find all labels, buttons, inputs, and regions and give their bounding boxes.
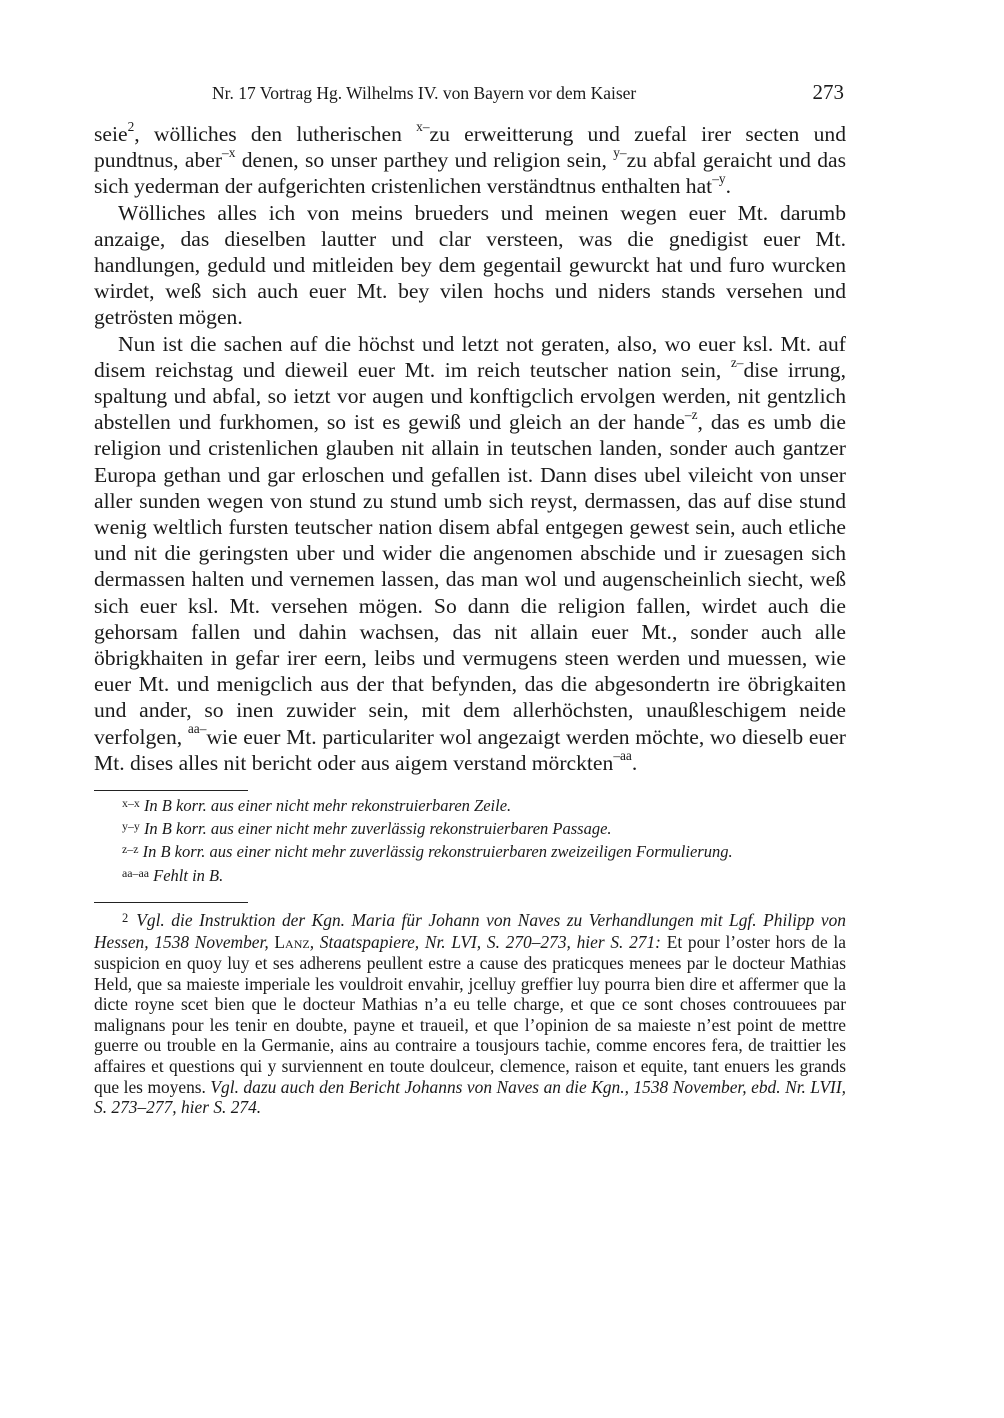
document-page [94,78,846,1118]
running-header [94,78,846,108]
footnote-author: Lanz [274,932,310,953]
apparatus-mark-aa-open: aa– [187,721,207,737]
apparatus-mark-z-close: –z [684,407,698,423]
text-span: wie euer Mt. particulariter wol angezaigt werden möchte, wo dieselb euer Mt. dises alles nit bericht oder aus aigem verstand mörckten [94,724,846,775]
apparatus-mark-y-open: y– [613,145,627,161]
apparatus-text: In B korr. aus einer nicht mehr zuverlässig rekonstruierbaren zweizeiligen Formulierung. [142,842,733,862]
text-span: denen, so unser parthey und religion sein, [235,148,614,173]
footnote-ref-2: 2 [127,118,135,134]
apparatus-mark: x–x [122,795,140,810]
apparatus-mark-x-open: x– [416,118,430,134]
apparatus-mark-y-close: –y [712,171,726,187]
apparatus-note [94,818,846,841]
apparatus-note [94,841,846,864]
text-span: zu abfal geraicht und das sich yederman der aufgerichten cristenlichen verständtnus enthalten hat [94,148,847,199]
apparatus-divider [94,790,248,791]
running-title: Nr. 17 Vortrag Hg. Wilhelms IV. von Bayern vor dem Kaiser [212,83,637,103]
text-span: . [631,750,638,775]
text-span: . [725,174,731,199]
apparatus-text: In B korr. aus einer nicht mehr zuverlässig rekonstruierbaren Passage. [143,819,612,839]
apparatus-text: Fehlt in B. [153,865,224,885]
text-span: zu erweitterung und zuefal irer secten und pundtnus, aber [94,122,846,173]
apparatus-mark: z–z [122,842,139,857]
text-span: dise irrung, spaltung und abfal, so ietzt vor augen und konftigclich ervolgen werden, nit gentzlich abstellen und furkhomen, so ist es gewiß und gleich an der hande [94,357,847,435]
apparatus-mark-aa-close: –aa [613,747,632,763]
text-span: , wölliches den lutherischen [134,122,417,146]
apparatus-text: In B korr. aus einer nicht mehr rekonstruierbaren Zeile. [143,796,512,816]
footnote-2 [94,910,846,1118]
text-span: , das es umb die religion und cristenlichen glauben nit allain in teutschen landen, sonder auch gantzer Europa gethan und gar erloschen und gefallen ist. Dann dises ubel vileicht von unser aller sunden wegen von stund zu stund umb sich reyst, dermassen, das auf dise stund wenig weltlich fursten teutscher nation disem abfal entgegen gewest sein, auch etliche und nit die geringsten uber und wider die angenomen abschide und ir zuesagen sich dermassen halten und vernemen lassen, das man wol und augenscheinlich siecht, weß sich euer ksl. Mt. versehen mögen. So dann die religion fallen, wirdet auch die gehorsam fallen und dahin wachsen, das nit allain euer Mt., sonder auch alle öbrigkhaiten in gefar irer eern, leibs und vermugens steen werden und muessen, wie euer Mt. und menigclich aus der that befynden, das die abgesondertn ire öbrigkaiten und ander, so inen zuwider sein, mit dem allerhöchsten, unaußleschigem neide verfolgen, [94,410,846,749]
text-span: seie [94,122,128,146]
text-critical-apparatus [94,795,846,888]
footnote-number: 2 [122,910,129,925]
footnote-italic: Vgl. dazu auch den Bericht Johanns von Naves an die Kgn., 1538 November, ebd. Nr. LVII, S. 273–277, hier S. 274. [94,1076,846,1118]
apparatus-mark: y–y [122,819,140,834]
paragraph-1 [94,118,847,200]
apparatus-mark-z-open: z– [730,354,744,370]
main-text [94,118,847,776]
apparatus-mark-x-close: –x [222,145,236,161]
page-number: 273 [812,80,844,104]
apparatus-mark: aa–aa [122,865,150,880]
footnote-divider [94,902,248,903]
footnote-italic: , Staatspapiere, Nr. LVI, S. 270–273, hier S. 271: [309,932,661,953]
apparatus-note [94,795,846,818]
footnotes [94,910,846,1118]
text-span: Nun ist die sachen auf die höchst und letzt not geraten, also, wo euer ksl. Mt. auf disem reichstag und dieweil euer Mt. im reich teutscher nation sein, [94,331,846,382]
paragraph-3 [94,331,846,776]
footnote-quote: Et pour l’oster hors de la suspicion en quoy luy et ses adherens peullent estre a cause des praticques menees par le docteur Mathias Held, que sa maieste imperiale les vouldroit envahir, jcelluy greffier luy pourra bien dire et affermer que la dicte royne scet bien que le docteur Mathias n’a eu telle charge, et que ce sont choses controuuees par malignans pour les tenir en doubte, payne et traueil, et que l’opinion de sa maieste n’est point de mettre guerre ou trouble en la Germanie, ains au contraire a tousjours tachie, comme encores fera, de traittier les affaires et questions qui y surviennent en toute doulceur, clemence, raison et equite, tant enuers les grands que les moyens. [94,932,846,1097]
paragraph-2: Wölliches alles ich von meins brueders und meinen wegen euer Mt. darumb anzaige, das dieselben lautter und clar versteen, was die gnedigist euer Mt. handlungen, geduld und mitleiden bey dem gegentail gewurckt hat und furo wurcken wirdet, weß sich auch euer Mt. bey vilen hochs und niders stands versehen und getrösten mögen. [94,200,846,330]
footnote-italic: Vgl. die Instruktion der Kgn. Maria für Johann von Naves zu Verhandlungen mit Lgf. Philipp von Hessen, 1538 November, [94,909,846,953]
apparatus-note [94,865,846,888]
